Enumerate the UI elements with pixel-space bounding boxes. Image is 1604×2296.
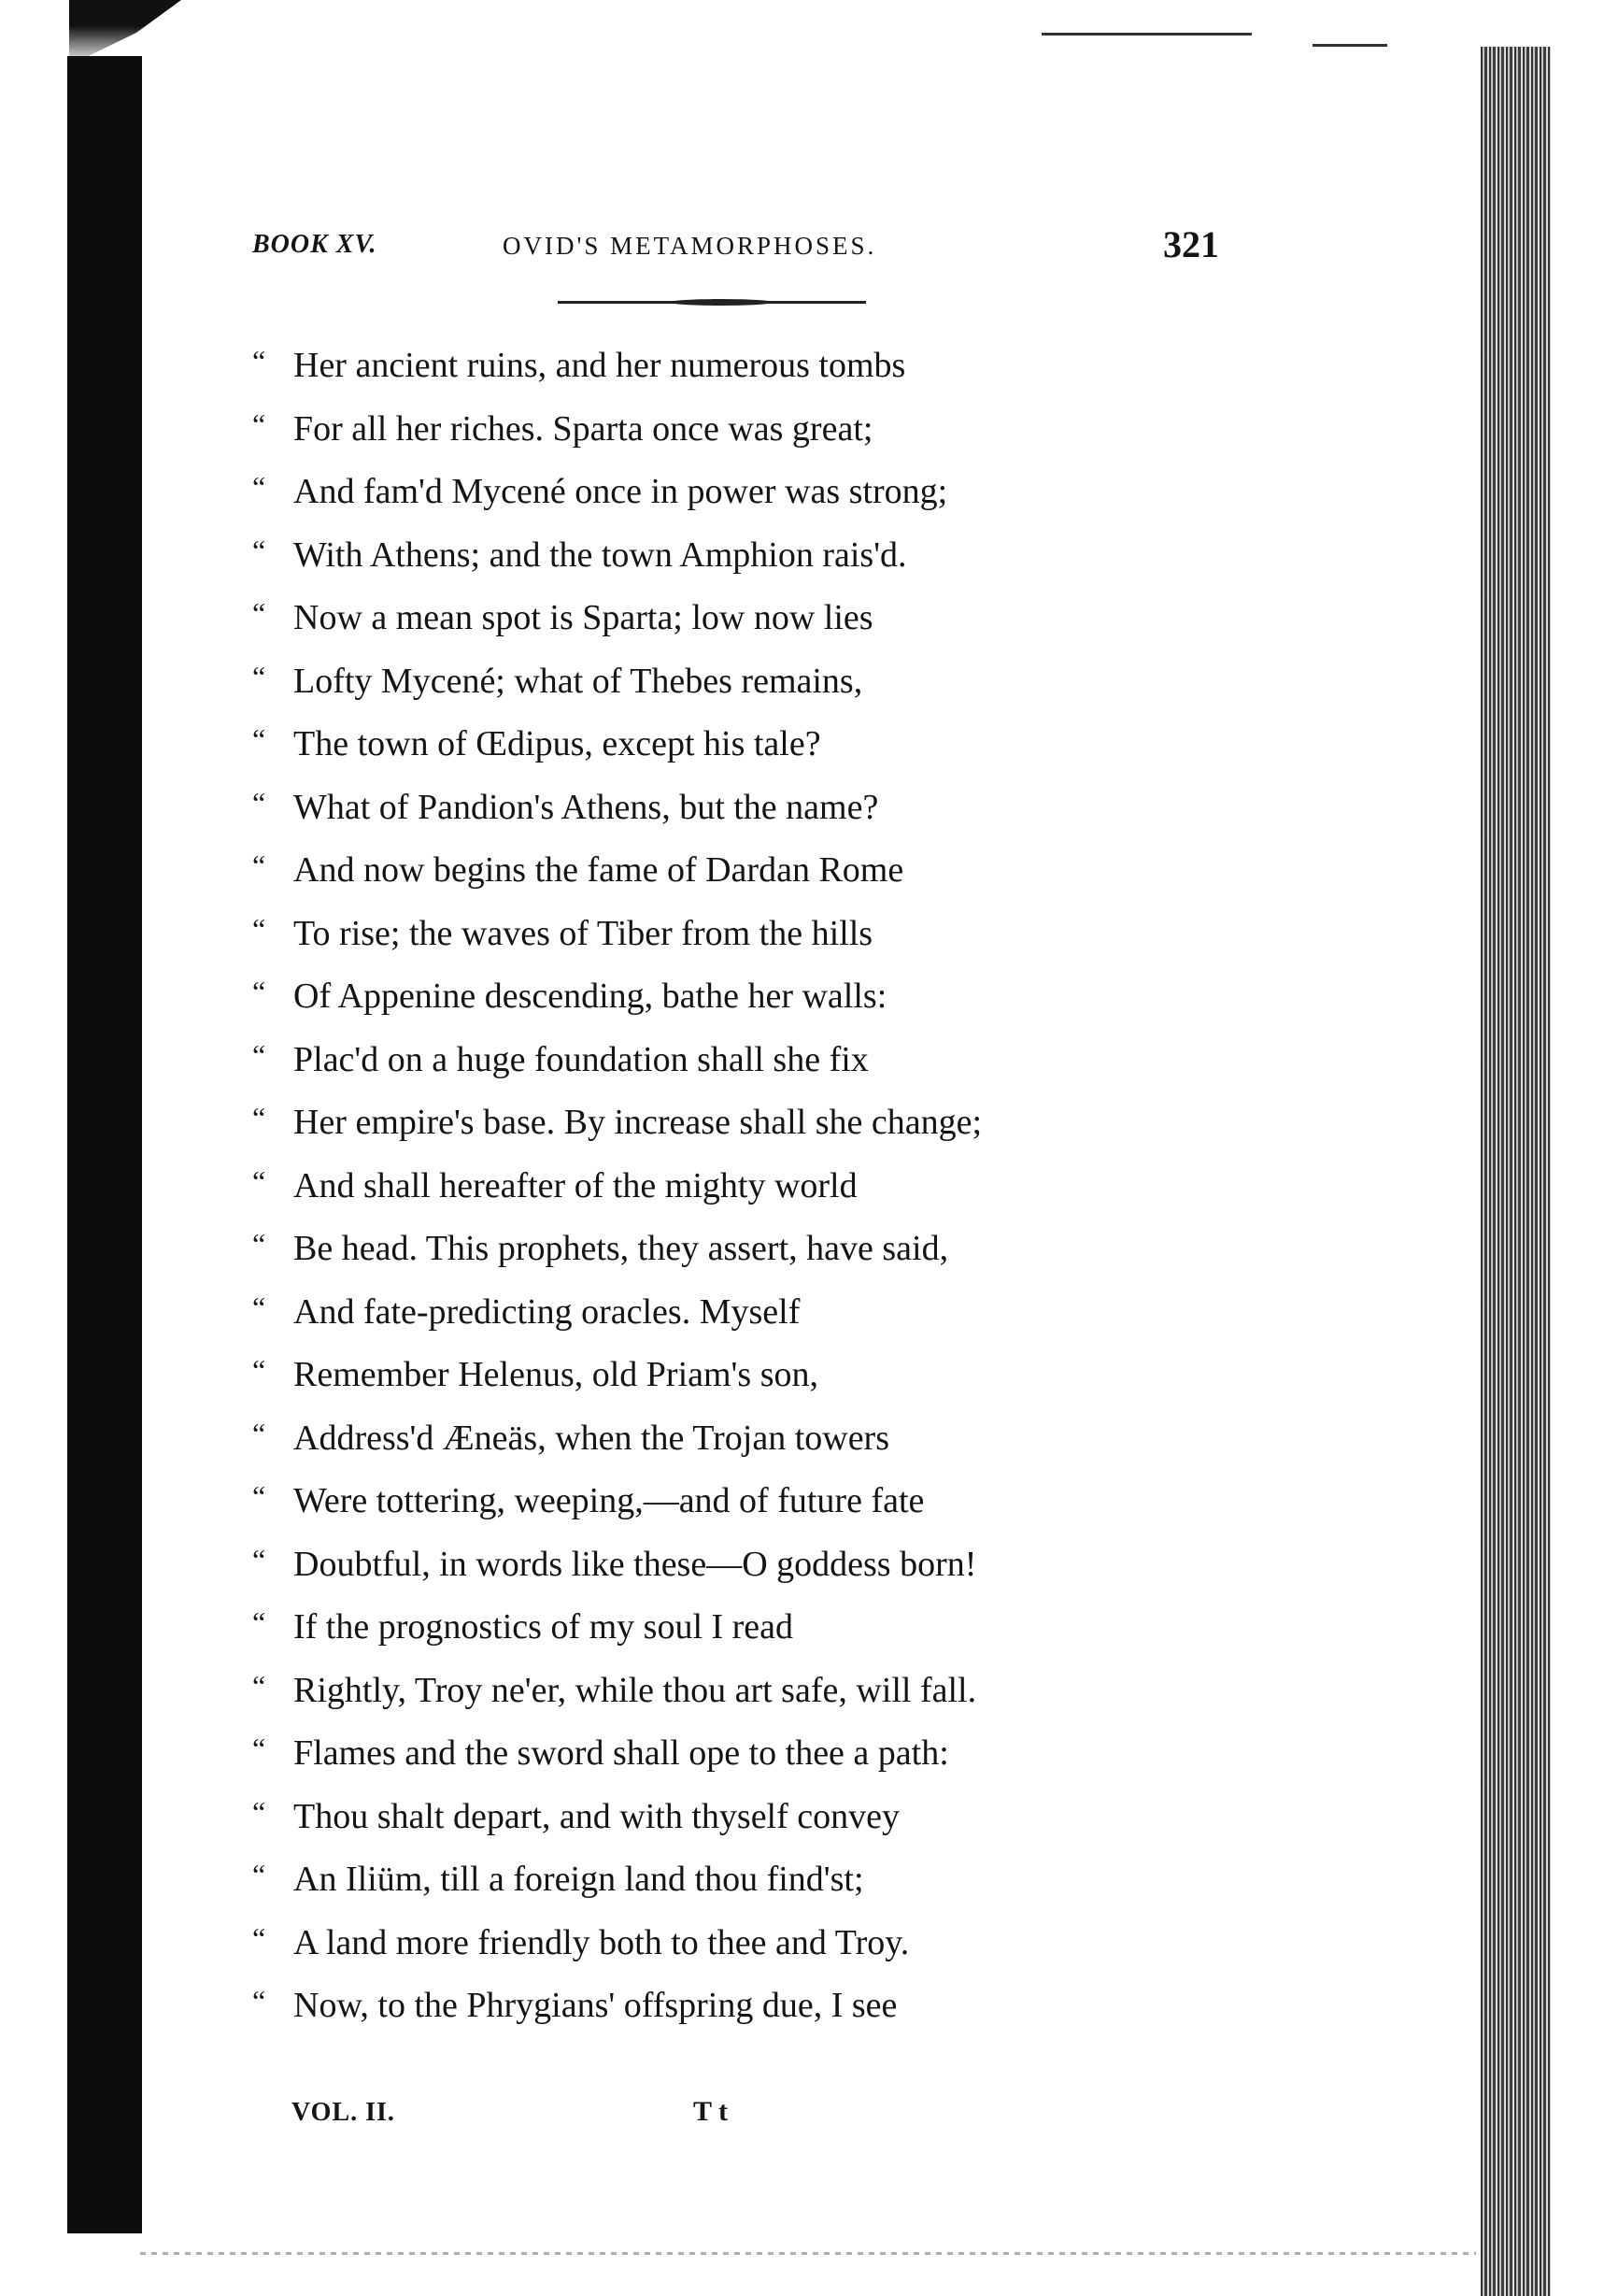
- work-title: OVID'S METAMORPHOSES.: [503, 232, 877, 260]
- verse-line: [252, 841, 1186, 905]
- verse-line: [252, 652, 1186, 716]
- page-edge-right: [1481, 47, 1551, 2296]
- page-footer: [291, 2098, 852, 2135]
- verse-line: [252, 1219, 1186, 1283]
- verse-text: With Athens; and the town Amphion rais'd.: [293, 535, 907, 575]
- verse-line: [252, 1535, 1186, 1599]
- quotation-mark: “: [252, 1479, 266, 1513]
- quotation-mark: “: [252, 470, 266, 504]
- scan-mark: [1313, 44, 1387, 47]
- verse-text: Be head. This prophets, they assert, have said,: [293, 1229, 949, 1268]
- running-head: [252, 223, 1219, 267]
- verse-text: Flames and the sword shall ope to thee a path:: [293, 1733, 949, 1773]
- quotation-mark: “: [252, 1858, 266, 1891]
- verse-line: [252, 778, 1186, 842]
- quotation-mark: “: [252, 1668, 266, 1703]
- verse-text: Her empire's base. By increase shall she change;: [293, 1103, 983, 1142]
- verse-text: Plac'd on a huge foundation shall she fix: [293, 1039, 869, 1079]
- verse-line: [252, 1031, 1186, 1094]
- quotation-mark: “: [252, 1290, 266, 1324]
- verse-line: [252, 1976, 1186, 2040]
- verse-text: Doubtful, in words like these—O goddess born!: [293, 1544, 977, 1584]
- verse-line: [252, 1157, 1186, 1220]
- verse-line: [252, 1661, 1186, 1725]
- signature-mark: T t: [693, 2096, 728, 2127]
- quotation-mark: “: [252, 1794, 266, 1829]
- quotation-mark: “: [252, 1984, 266, 2018]
- verse-text: Remember Helenus, old Priam's son,: [293, 1355, 818, 1394]
- quotation-mark: “: [252, 1101, 266, 1134]
- verse-text: And fate-predicting oracles. Myself: [293, 1291, 801, 1332]
- verse-line: [252, 526, 1186, 590]
- verse-line: [252, 400, 1186, 463]
- verse-text: For all her riches. Sparta once was great;: [293, 408, 873, 449]
- verse-line: [252, 905, 1186, 968]
- quotation-mark: “: [252, 344, 266, 378]
- header-rule: [558, 301, 866, 304]
- verse-text: What of Pandion's Athens, but the name?: [293, 787, 879, 827]
- quotation-mark: “: [252, 1163, 266, 1198]
- verse-line: [252, 589, 1186, 652]
- page-number: 321: [1163, 223, 1219, 265]
- quotation-mark: “: [252, 596, 266, 630]
- quotation-mark: “: [252, 1920, 266, 1955]
- quotation-mark: “: [252, 533, 266, 567]
- verse-text: And shall hereafter of the mighty world: [293, 1165, 858, 1205]
- verse-text: Now, to the Phrygians' offspring due, I see: [293, 1986, 898, 2025]
- verse-block: [252, 336, 1186, 2040]
- verse-line: [252, 1788, 1186, 1851]
- verse-text: Address'd Æneäs, when the Trojan towers: [293, 1418, 890, 1458]
- binding-shadow-left: [67, 56, 142, 2233]
- verse-text: And now begins the fame of Dardan Rome: [293, 850, 904, 890]
- verse-line: [252, 715, 1186, 778]
- quotation-mark: “: [252, 1732, 266, 1765]
- quotation-mark: “: [252, 849, 266, 882]
- verse-text: If the prognostics of my soul I read: [293, 1607, 794, 1647]
- quotation-mark: “: [252, 785, 266, 820]
- verse-text: Of Appenine descending, bathe her walls:: [293, 977, 887, 1016]
- quotation-mark: “: [252, 1542, 266, 1576]
- verse-line: [252, 1850, 1186, 1914]
- quotation-mark: “: [252, 722, 266, 756]
- scan-mark: [1042, 33, 1252, 36]
- volume-label: VOL. II.: [291, 2098, 395, 2127]
- verse-line: [252, 1283, 1186, 1347]
- quotation-mark: “: [252, 975, 266, 1008]
- verse-line: [252, 1346, 1186, 1409]
- verse-text: The town of Œdipus, except his tale?: [293, 724, 821, 763]
- verse-text: Lofty Mycené; what of Thebes remains,: [293, 661, 863, 701]
- quotation-mark: “: [252, 1227, 266, 1261]
- quotation-mark: “: [252, 1416, 266, 1450]
- quotation-mark: “: [252, 659, 266, 693]
- verse-text: To rise; the waves of Tiber from the hills: [293, 913, 873, 953]
- verse-line: [252, 1093, 1186, 1157]
- quotation-mark: “: [252, 1037, 266, 1072]
- verse-text: Her ancient ruins, and her numerous tombs: [293, 346, 906, 385]
- verse-line: [252, 967, 1186, 1031]
- verse-line: [252, 1724, 1186, 1788]
- verse-line: [252, 1914, 1186, 1977]
- verse-text: An Iliüm, till a foreign land thou find'st;: [293, 1860, 864, 1899]
- quotation-mark: “: [252, 1353, 266, 1387]
- scan-mark: [140, 2252, 1476, 2255]
- verse-text: Were tottering, weeping,—and of future fate: [293, 1481, 925, 1520]
- verse-line: [252, 1598, 1186, 1661]
- verse-line: [252, 1472, 1186, 1535]
- quotation-mark: “: [252, 911, 266, 946]
- verse-line: [252, 1409, 1186, 1473]
- verse-text: Thou shalt depart, and with thyself convey: [293, 1796, 901, 1836]
- verse-text: A land more friendly both to thee and Troy.: [293, 1922, 910, 1962]
- verse-line: [252, 463, 1186, 526]
- verse-text: Rightly, Troy ne'er, while thou art safe, will fall.: [293, 1670, 977, 1710]
- book-label: BOOK XV.: [252, 230, 377, 259]
- quotation-mark: “: [252, 1605, 266, 1639]
- quotation-mark: “: [252, 406, 266, 441]
- verse-line: [252, 336, 1186, 400]
- verse-text: And fam'd Mycené once in power was strong;: [293, 472, 948, 511]
- verse-text: Now a mean spot is Sparta; low now lies: [293, 598, 873, 637]
